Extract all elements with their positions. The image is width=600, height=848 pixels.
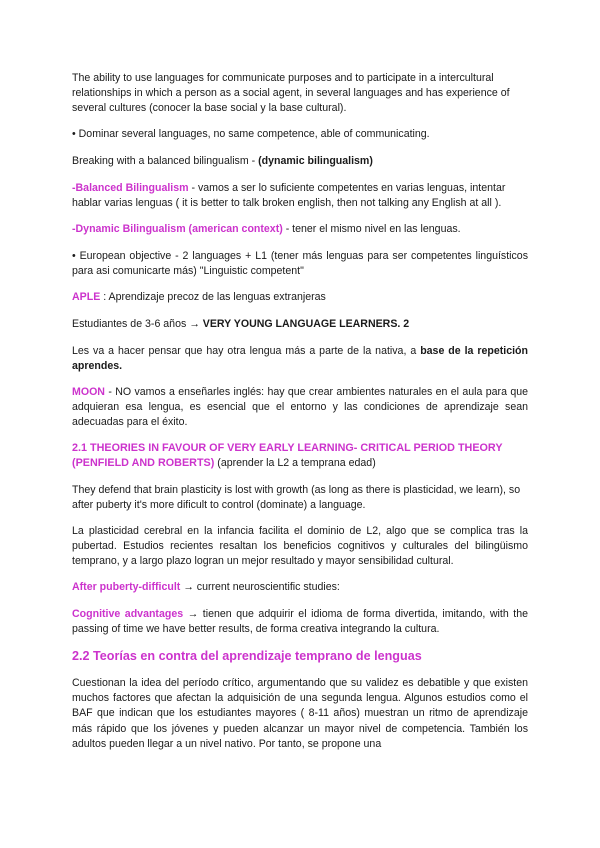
paragraph-les-va — [72, 344, 528, 374]
very-young-learners-bold: VERY YOUNG LANGUAGE LEARNERS. 2 — [202, 318, 410, 330]
term-after-puberty: After puberty-difficult — [72, 581, 181, 593]
intro-paragraph: The ability to use languages for communicate purposes and to participate in a intercultural relationships in which a person as a social agent, in several languages and has experience of several cultures (conocer la base social y la base cultural). — [72, 72, 510, 115]
bullet-european-objective: • European objective - 2 languages + L1 (tener más lenguas para ser competentes linguísticos para asi comunicarte más) "Linguistic competent" — [72, 250, 528, 278]
term-aple: APLE — [72, 291, 101, 303]
section-heading-2-2: 2.2 Teorías en contra del aprendizaje temprano de lenguas — [72, 649, 422, 663]
cognitive-text: → tienen que adquirir el idioma de forma divertida, imitando, with the passing of time we have better results, de forma creativa integrando la cultura. — [72, 608, 528, 636]
paragraph-estudiantes — [72, 317, 528, 332]
paragraph-dynamic-bilingualism — [72, 222, 528, 237]
paragraph-cuestionan: Cuestionan la idea del período crítico, argumentando que su validez es debatible y que existen muchos factores que afectan la adquisición de una segunda lengua. Algunos estudios como el BAF que indican que los estudiantes mayores ( 8-11 años) muestran un ritmo de aprendizaje más rápido que los jóvenes y pueden alcanzar un mayor nivel de competencia. También los adultos pueden llegar a un nivel nativo. Por tanto, se propone una — [72, 677, 528, 750]
aple-text: : Aprendizaje precoz de las lenguas extranjeras — [100, 291, 326, 303]
paragraph-aple — [72, 290, 528, 305]
term-moon: MOON — [72, 386, 105, 398]
paragraph-balanced-bilingualism — [72, 181, 528, 211]
heading-2-1-title: 2.1 THEORIES IN FAVOUR OF VERY EARLY LEARNING- CRITICAL PERIOD THEORY (PENFIELD AND ROBERTS) — [72, 442, 503, 470]
balanced-text: - vamos a ser lo suficiente competentes en varias lenguas, intentar hablar varias lenguas ( it is better to talk broken english, then not talking any English at all ). — [72, 182, 506, 210]
paragraph-plasticidad: La plasticidad cerebral en la infancia facilita el dominio de L2, algo que se complica tras la pubertad. Estudios recientes resaltan los beneficios cognitivos y culturales del bilingüismo temprano, y a largo plazo logran un mejor resultado y mayor sensibilidad cultural. — [72, 525, 528, 568]
dynamic-text: - tener el mismo nivel en las lenguas. — [282, 223, 461, 235]
moon-text: - NO vamos a enseñarles inglés: hay que crear ambientes naturales en el aula para que adquieran esa lengua, es esencial que el entorno y las condiciones de aprendizaje sean adecuadas para el éxito. — [72, 386, 528, 429]
term-dynamic-bilingualism: -Dynamic Bilingualism (american context) — [72, 223, 283, 235]
les-va-text: Les va a hacer pensar que hay otra lengua más a parte de la nativa, a — [72, 345, 421, 357]
paragraph-cognitive-advantages — [72, 607, 528, 637]
paragraph-brain-plasticity: They defend that brain plasticity is lost with growth (as long as there is plasticidad, we learn), so after puberty it's more dificult to control (dominate) a language. — [72, 484, 521, 512]
term-cognitive-advantages: Cognitive advantages — [72, 608, 184, 620]
breaking-text: Breaking with a balanced bilingualism - — [72, 155, 259, 167]
after-puberty-text: → current neuroscientific studies: — [180, 581, 340, 593]
bullet-dominar: • Dominar several languages, no same competence, able of communicating. — [72, 128, 430, 140]
section-heading-2-1 — [72, 441, 528, 471]
paragraph-moon — [72, 385, 528, 431]
base-repeticion-bold: base de la repetición aprendes. — [72, 345, 528, 373]
heading-2-1-suffix: (aprender la L2 a temprana edad) — [214, 457, 376, 470]
dynamic-bilingualism-bold: (dynamic bilingualism) — [258, 155, 373, 167]
paragraph-breaking — [72, 154, 528, 169]
paragraph-after-puberty — [72, 580, 528, 595]
term-balanced-bilingualism: -Balanced Bilingualism — [72, 182, 189, 194]
estudiantes-text: Estudiantes de 3-6 años → — [72, 318, 203, 330]
